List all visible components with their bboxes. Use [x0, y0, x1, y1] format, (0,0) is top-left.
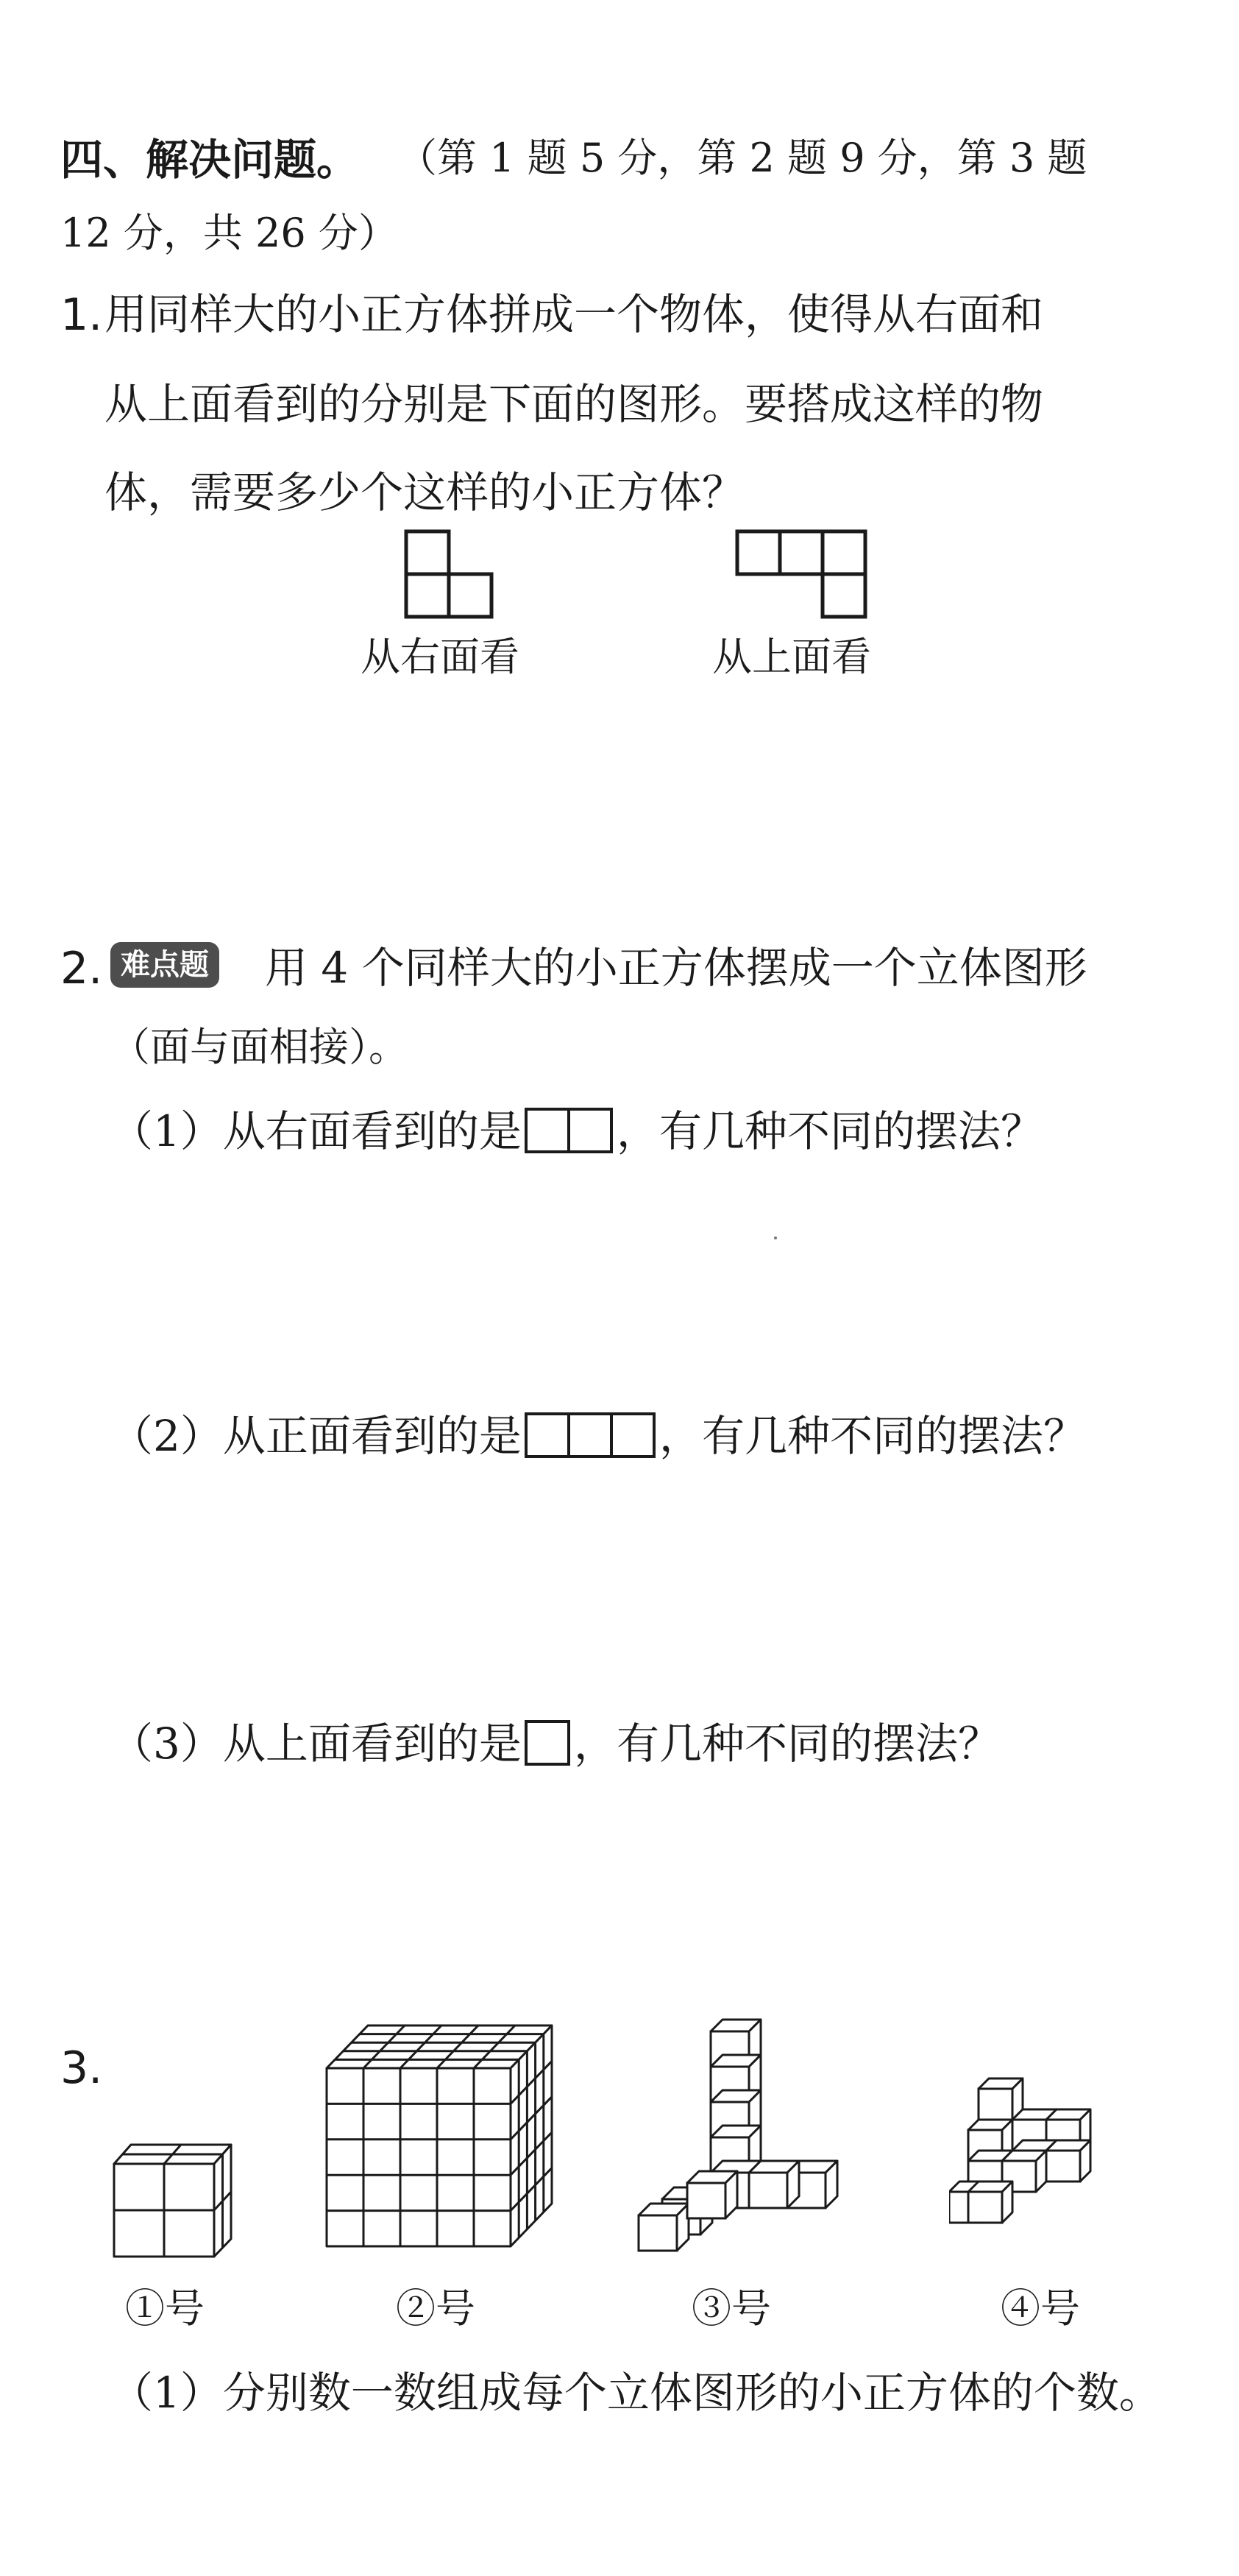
cube-figure-3 — [633, 2017, 876, 2260]
square — [526, 1414, 569, 1457]
q2-part3-shape — [524, 1719, 572, 1768]
square — [526, 1109, 569, 1152]
q2-part2-suffix: ，有几种不同的摆法？ — [659, 1411, 1087, 1461]
q3-part1: （1）分别数一数组成每个立体图形的小正方体的个数。 — [110, 2368, 1162, 2418]
stray-dot — [774, 1236, 777, 1239]
q2-part2-shape — [524, 1412, 656, 1460]
section-title: 四、解决问题。 — [60, 135, 360, 185]
q1-line1: 用同样大的小正方体拼成一个物体，使得从右面和 — [104, 289, 1044, 339]
section-scoring-line2: 12 分，共 26 分） — [60, 210, 398, 256]
square — [526, 1722, 569, 1764]
square — [823, 531, 865, 574]
q2-part1-suffix: ，有几种不同的摆法？ — [617, 1106, 1044, 1156]
square — [406, 531, 449, 574]
q3-number: 3. — [60, 2042, 103, 2094]
q2-line1: 用 4 个同样大的小正方体摆成一个立体图形 — [265, 943, 1087, 993]
q1-line2: 从上面看到的分别是下面的图形。要搭成这样的物 — [104, 379, 1044, 429]
section-scoring-line1: （第 1 题 5 分，第 2 题 9 分，第 3 题 — [397, 135, 1087, 181]
q2-line2: （面与面相接）。 — [110, 1024, 408, 1070]
cube-figure-1 — [110, 2134, 235, 2260]
figure-label-3: ③号 — [692, 2285, 771, 2332]
cube-figure-2 — [322, 2017, 558, 2252]
q1-right-view-figure — [403, 528, 499, 624]
square — [611, 1414, 654, 1457]
square — [406, 574, 449, 617]
square — [823, 574, 865, 617]
square — [449, 574, 491, 617]
q2-part1-shape — [524, 1107, 615, 1156]
q1-line3: 体，需要多少个这样的小正方体？ — [104, 467, 745, 517]
q1-caption-top: 从上面看 — [712, 634, 871, 680]
q2-part3-suffix: ，有几种不同的摆法？ — [574, 1719, 1001, 1769]
q2-part2-prefix: （2）从正面看到的是 — [110, 1411, 522, 1461]
figure-label-2: ②号 — [396, 2285, 475, 2332]
q2-number: 2. — [60, 943, 103, 994]
difficulty-badge: 难点题 — [110, 942, 219, 988]
figure-label-1: ①号 — [125, 2285, 205, 2332]
q1-top-view-figure — [734, 528, 874, 624]
q1-number: 1. — [60, 289, 103, 341]
figure-label-4: ④号 — [1001, 2285, 1080, 2332]
square — [737, 531, 780, 574]
square — [780, 531, 823, 574]
q1-caption-right: 从右面看 — [361, 634, 519, 680]
q2-part3-prefix: （3）从上面看到的是 — [110, 1719, 522, 1769]
square — [569, 1109, 611, 1152]
square — [569, 1414, 611, 1457]
q2-part1-prefix: （1）从右面看到的是 — [110, 1106, 522, 1156]
cube-figure-4 — [949, 2076, 1133, 2260]
